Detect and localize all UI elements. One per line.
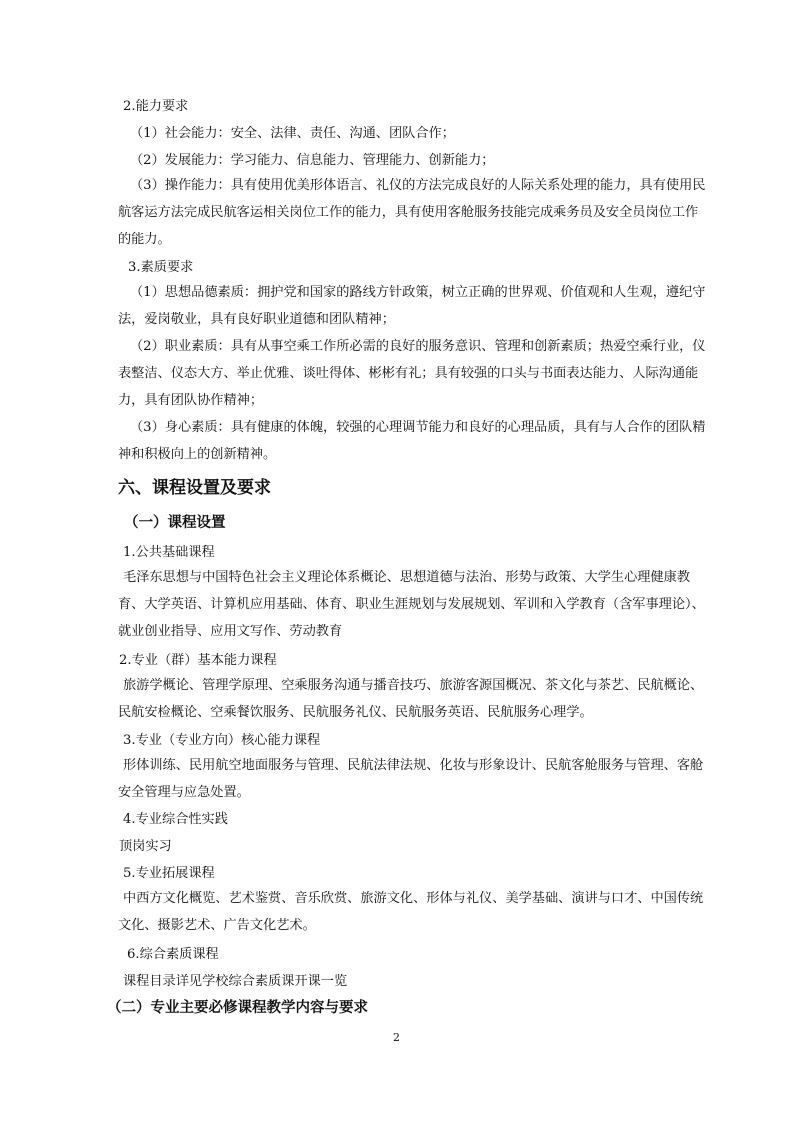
course-body-public: 毛泽东思想与中国特色社会主义理论体系概论、思想道德与法治、形势与政策、大学生心理健康教育、大学英语、计算机应用基础、体育、职业生涯规划与发展规划、军训和入学教育（含军事理论）、就业创业指导、应用文写作、劳动教育 — [118, 570, 705, 639]
course-body-core: 形体训练、民用航空地面服务与管理、民航法律法规、化妆与形象设计、民航客舱服务与管理、客舱安全管理与应急处置。 — [118, 758, 704, 800]
quality-heading: 3.素质要求 — [128, 260, 194, 275]
quality-item-ideology: （1）思想品德素质：拥护党和国家的路线方针政策，树立正确的世界观、价值观和人生观，遵纪守法，爱岗敬业，具有良好职业道德和团队精神； — [118, 285, 706, 327]
course-body-extension: 中西方文化概览、艺术鉴赏、音乐欣赏、旅游文化、形体与礼仪、美学基础、演讲与口才、中国传统文化、摄影艺术、广告文化艺术。 — [118, 891, 704, 933]
subsection-required-courses: （二）专业主要必修课程教学内容与要求 — [107, 1000, 368, 1016]
course-body-comprehensive: 课程目录详见学校综合素质课开课一览 — [123, 974, 348, 989]
section-title: 六、课程设置及要求 — [118, 478, 271, 498]
ability-item-social: （1）社会能力：安全、法律、责任、沟通、团队合作； — [130, 126, 455, 141]
ability-item-operation: （3）操作能力：具有使用优美形体语言、礼仪的方法完成良好的人际关系处理的能力，具有使用民航客运方法完成民航客运相关岗位工作的能力，具有使用客舱服务技能完成乘务员及安全员岗位工作的能力。 — [118, 178, 706, 247]
quality-item-professional: （2）职业素质：具有从事空乘工作所必需的良好的服务意识、管理和创新素质；热爱空乘行业，仪表整洁、仪态大方、举止优雅、谈吐得体、彬彬有礼；具有较强的口头与书面表达能力、人际沟通能力，具有团队协作精神； — [118, 339, 706, 408]
quality-item-physical: （3）身心素质：具有健康的体魄，较强的心理调节能力和良好的心理品质，具有与人合作的团队精神和积极向上的创新精神。 — [118, 420, 706, 462]
course-body-basic: 旅游学概论、管理学原理、空乘服务沟通与播音技巧、旅游客源国概况、茶文化与茶艺、民航概论、民航安检概论、空乘餐饮服务、民航服务礼仪、民航服务英语、民航服务心理学。 — [118, 678, 704, 720]
ability-item-development: （2）发展能力：学习能力、信息能力、管理能力、创新能力； — [130, 153, 495, 168]
course-heading-practice: 4.专业综合性实践 — [123, 812, 228, 827]
course-heading-comprehensive: 6.综合素质课程 — [127, 947, 219, 962]
page-number: 2 — [393, 1031, 400, 1044]
ability-heading: 2.能力要求 — [123, 99, 189, 114]
course-body-practice: 顶岗实习 — [119, 839, 172, 854]
course-heading-public: 1.公共基础课程 — [123, 545, 215, 560]
subsection-course-setup: （一）课程设置 — [124, 515, 226, 531]
course-heading-extension: 5.专业拓展课程 — [123, 866, 215, 881]
course-heading-core: 3.专业（专业方向）核心能力课程 — [123, 733, 321, 748]
course-heading-basic: 2.专业（群）基本能力课程 — [119, 653, 277, 668]
